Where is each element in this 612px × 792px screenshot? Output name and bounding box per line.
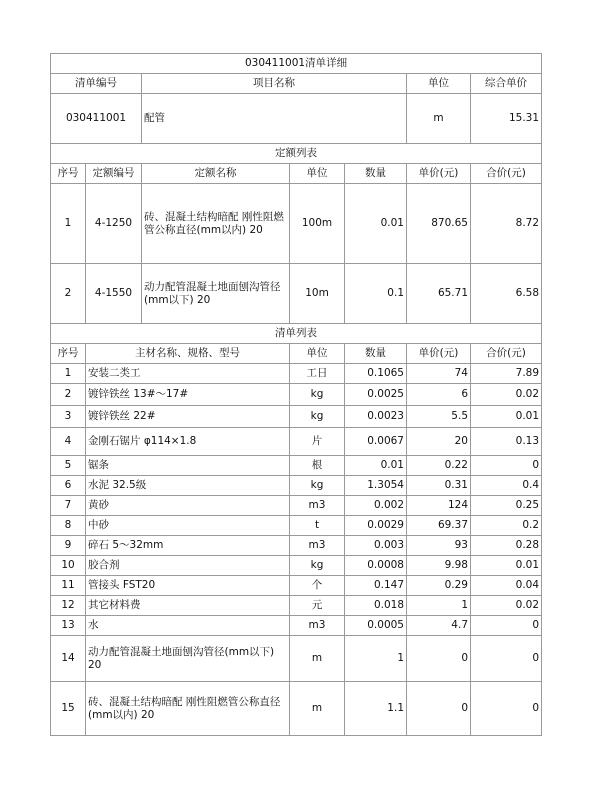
material-row-total: 0 [471, 636, 542, 682]
material-row-unit: m [290, 636, 345, 682]
quota-col-unit: 单位 [290, 164, 345, 184]
quota-row-name: 砖、混凝土结构暗配 刚性阻燃管公称直径(mm以内) 20 [142, 184, 290, 264]
material-row-unit: 个 [290, 576, 345, 596]
material-row-name: 动力配管混凝土地面刨沟管径(mm以下) 20 [86, 636, 290, 682]
material-row-no: 3 [51, 406, 86, 428]
material-row-qty: 0.0023 [345, 406, 407, 428]
material-row [51, 364, 542, 384]
material-row-no: 2 [51, 384, 86, 406]
quota-row-total: 8.72 [471, 184, 542, 264]
quota-row [51, 184, 542, 264]
header-code: 清单编号 [51, 74, 142, 94]
materials-col-price: 单价(元) [407, 344, 471, 364]
quota-row-code: 4-1250 [86, 184, 142, 264]
material-row-name: 管接头 FST20 [86, 576, 290, 596]
material-row [51, 576, 542, 596]
material-row-qty: 0.0025 [345, 384, 407, 406]
material-row-unit: kg [290, 476, 345, 496]
quota-row [51, 264, 542, 324]
quota-section-title: 定额列表 [51, 144, 542, 164]
material-row-price: 93 [407, 536, 471, 556]
material-row [51, 456, 542, 476]
material-row-price: 0 [407, 682, 471, 736]
material-row-unit: 工日 [290, 364, 345, 384]
material-row-no: 12 [51, 596, 86, 616]
material-row-qty: 0.01 [345, 456, 407, 476]
material-row [51, 428, 542, 456]
material-row-no: 11 [51, 576, 86, 596]
material-row [51, 616, 542, 636]
material-row-qty: 1.1 [345, 682, 407, 736]
material-row [51, 682, 542, 736]
materials-col-unit: 单位 [290, 344, 345, 364]
material-row-no: 13 [51, 616, 86, 636]
material-row-name: 镀锌铁丝 13#～17# [86, 384, 290, 406]
item-price: 15.31 [471, 94, 542, 144]
material-row-total: 0.01 [471, 556, 542, 576]
material-row-no: 7 [51, 496, 86, 516]
material-row-total: 0.02 [471, 384, 542, 406]
material-row-total: 0.4 [471, 476, 542, 496]
material-row-name: 安装二类工 [86, 364, 290, 384]
material-row [51, 596, 542, 616]
material-row-price: 124 [407, 496, 471, 516]
material-row [51, 384, 542, 406]
quota-col-price: 单价(元) [407, 164, 471, 184]
material-row [51, 536, 542, 556]
material-row-unit: m [290, 682, 345, 736]
material-row-price: 0.29 [407, 576, 471, 596]
material-row-unit: 元 [290, 596, 345, 616]
quota-col-qty: 数量 [345, 164, 407, 184]
item-unit: m [407, 94, 471, 144]
quota-row-unit: 100m [290, 184, 345, 264]
material-row [51, 476, 542, 496]
material-row-qty: 1.3054 [345, 476, 407, 496]
material-row-name: 水泥 32.5级 [86, 476, 290, 496]
quota-col-code: 定额编号 [86, 164, 142, 184]
material-row-total: 0 [471, 682, 542, 736]
material-row-unit: kg [290, 406, 345, 428]
material-row-no: 14 [51, 636, 86, 682]
header-unit: 单位 [407, 74, 471, 94]
material-row-no: 9 [51, 536, 86, 556]
material-row [51, 516, 542, 536]
material-row-price: 0.31 [407, 476, 471, 496]
quota-col-no: 序号 [51, 164, 86, 184]
material-row [51, 636, 542, 682]
material-row-name: 砖、混凝土结构暗配 刚性阻燃管公称直径(mm以内) 20 [86, 682, 290, 736]
material-row-name: 锯条 [86, 456, 290, 476]
material-row [51, 496, 542, 516]
material-row-unit: m3 [290, 536, 345, 556]
materials-col-name: 主材名称、规格、型号 [86, 344, 290, 364]
material-row-qty: 0.0029 [345, 516, 407, 536]
materials-col-total: 合价(元) [471, 344, 542, 364]
material-row-name: 金刚石锯片 φ114×1.8 [86, 428, 290, 456]
materials-section-title: 清单列表 [51, 324, 542, 344]
table-title: 030411001清单详细 [51, 54, 542, 74]
material-row-total: 0.01 [471, 406, 542, 428]
material-row-qty: 1 [345, 636, 407, 682]
material-row-name: 中砂 [86, 516, 290, 536]
material-row-name: 胶合剂 [86, 556, 290, 576]
material-row-unit: m3 [290, 616, 345, 636]
quota-row-qty: 0.1 [345, 264, 407, 324]
material-row-price: 9.98 [407, 556, 471, 576]
quota-row-qty: 0.01 [345, 184, 407, 264]
material-row-total: 0.13 [471, 428, 542, 456]
material-row-no: 15 [51, 682, 86, 736]
materials-col-no: 序号 [51, 344, 86, 364]
material-row-unit: kg [290, 556, 345, 576]
material-row-qty: 0.018 [345, 596, 407, 616]
material-row-total: 0.25 [471, 496, 542, 516]
material-row-unit: t [290, 516, 345, 536]
material-row-price: 5.5 [407, 406, 471, 428]
material-row-unit: m3 [290, 496, 345, 516]
material-row-price: 6 [407, 384, 471, 406]
material-row-qty: 0.1065 [345, 364, 407, 384]
quota-row-name: 动力配管混凝土地面刨沟管径(mm以下) 20 [142, 264, 290, 324]
material-row-total: 0.04 [471, 576, 542, 596]
quota-row-price: 65.71 [407, 264, 471, 324]
material-row-price: 74 [407, 364, 471, 384]
material-row-qty: 0.0005 [345, 616, 407, 636]
material-row-total: 0.02 [471, 596, 542, 616]
material-row-total: 7.89 [471, 364, 542, 384]
material-row-qty: 0.0008 [345, 556, 407, 576]
quota-row-no: 2 [51, 264, 86, 324]
quota-col-name: 定额名称 [142, 164, 290, 184]
quota-row-price: 870.65 [407, 184, 471, 264]
material-row-total: 0 [471, 456, 542, 476]
material-row-name: 其它材料费 [86, 596, 290, 616]
material-row-qty: 0.147 [345, 576, 407, 596]
material-row-price: 69.37 [407, 516, 471, 536]
material-row-total: 0.2 [471, 516, 542, 536]
material-row-name: 碎石 5～32mm [86, 536, 290, 556]
material-row-price: 4.7 [407, 616, 471, 636]
bill-detail-table [50, 53, 542, 736]
material-row-price: 20 [407, 428, 471, 456]
material-row-no: 1 [51, 364, 86, 384]
material-row-price: 0.22 [407, 456, 471, 476]
header-price: 综合单价 [471, 74, 542, 94]
quota-row-no: 1 [51, 184, 86, 264]
material-row-qty: 0.002 [345, 496, 407, 516]
material-row-unit: 根 [290, 456, 345, 476]
material-row-total: 0.28 [471, 536, 542, 556]
material-row-name: 镀锌铁丝 22# [86, 406, 290, 428]
item-code: 030411001 [51, 94, 142, 144]
material-row-name: 黄砂 [86, 496, 290, 516]
material-row [51, 406, 542, 428]
materials-col-qty: 数量 [345, 344, 407, 364]
material-row-no: 4 [51, 428, 86, 456]
material-row [51, 556, 542, 576]
quota-col-total: 合价(元) [471, 164, 542, 184]
material-row-qty: 0.0067 [345, 428, 407, 456]
material-row-total: 0 [471, 616, 542, 636]
material-row-unit: 片 [290, 428, 345, 456]
material-row-no: 8 [51, 516, 86, 536]
material-row-name: 水 [86, 616, 290, 636]
quota-row-code: 4-1550 [86, 264, 142, 324]
quota-row-unit: 10m [290, 264, 345, 324]
material-row-qty: 0.003 [345, 536, 407, 556]
material-row-unit: kg [290, 384, 345, 406]
quota-row-total: 6.58 [471, 264, 542, 324]
material-row-no: 10 [51, 556, 86, 576]
material-row-price: 0 [407, 636, 471, 682]
item-name: 配管 [142, 94, 407, 144]
material-row-no: 6 [51, 476, 86, 496]
material-row-no: 5 [51, 456, 86, 476]
material-row-price: 1 [407, 596, 471, 616]
header-name: 项目名称 [142, 74, 407, 94]
